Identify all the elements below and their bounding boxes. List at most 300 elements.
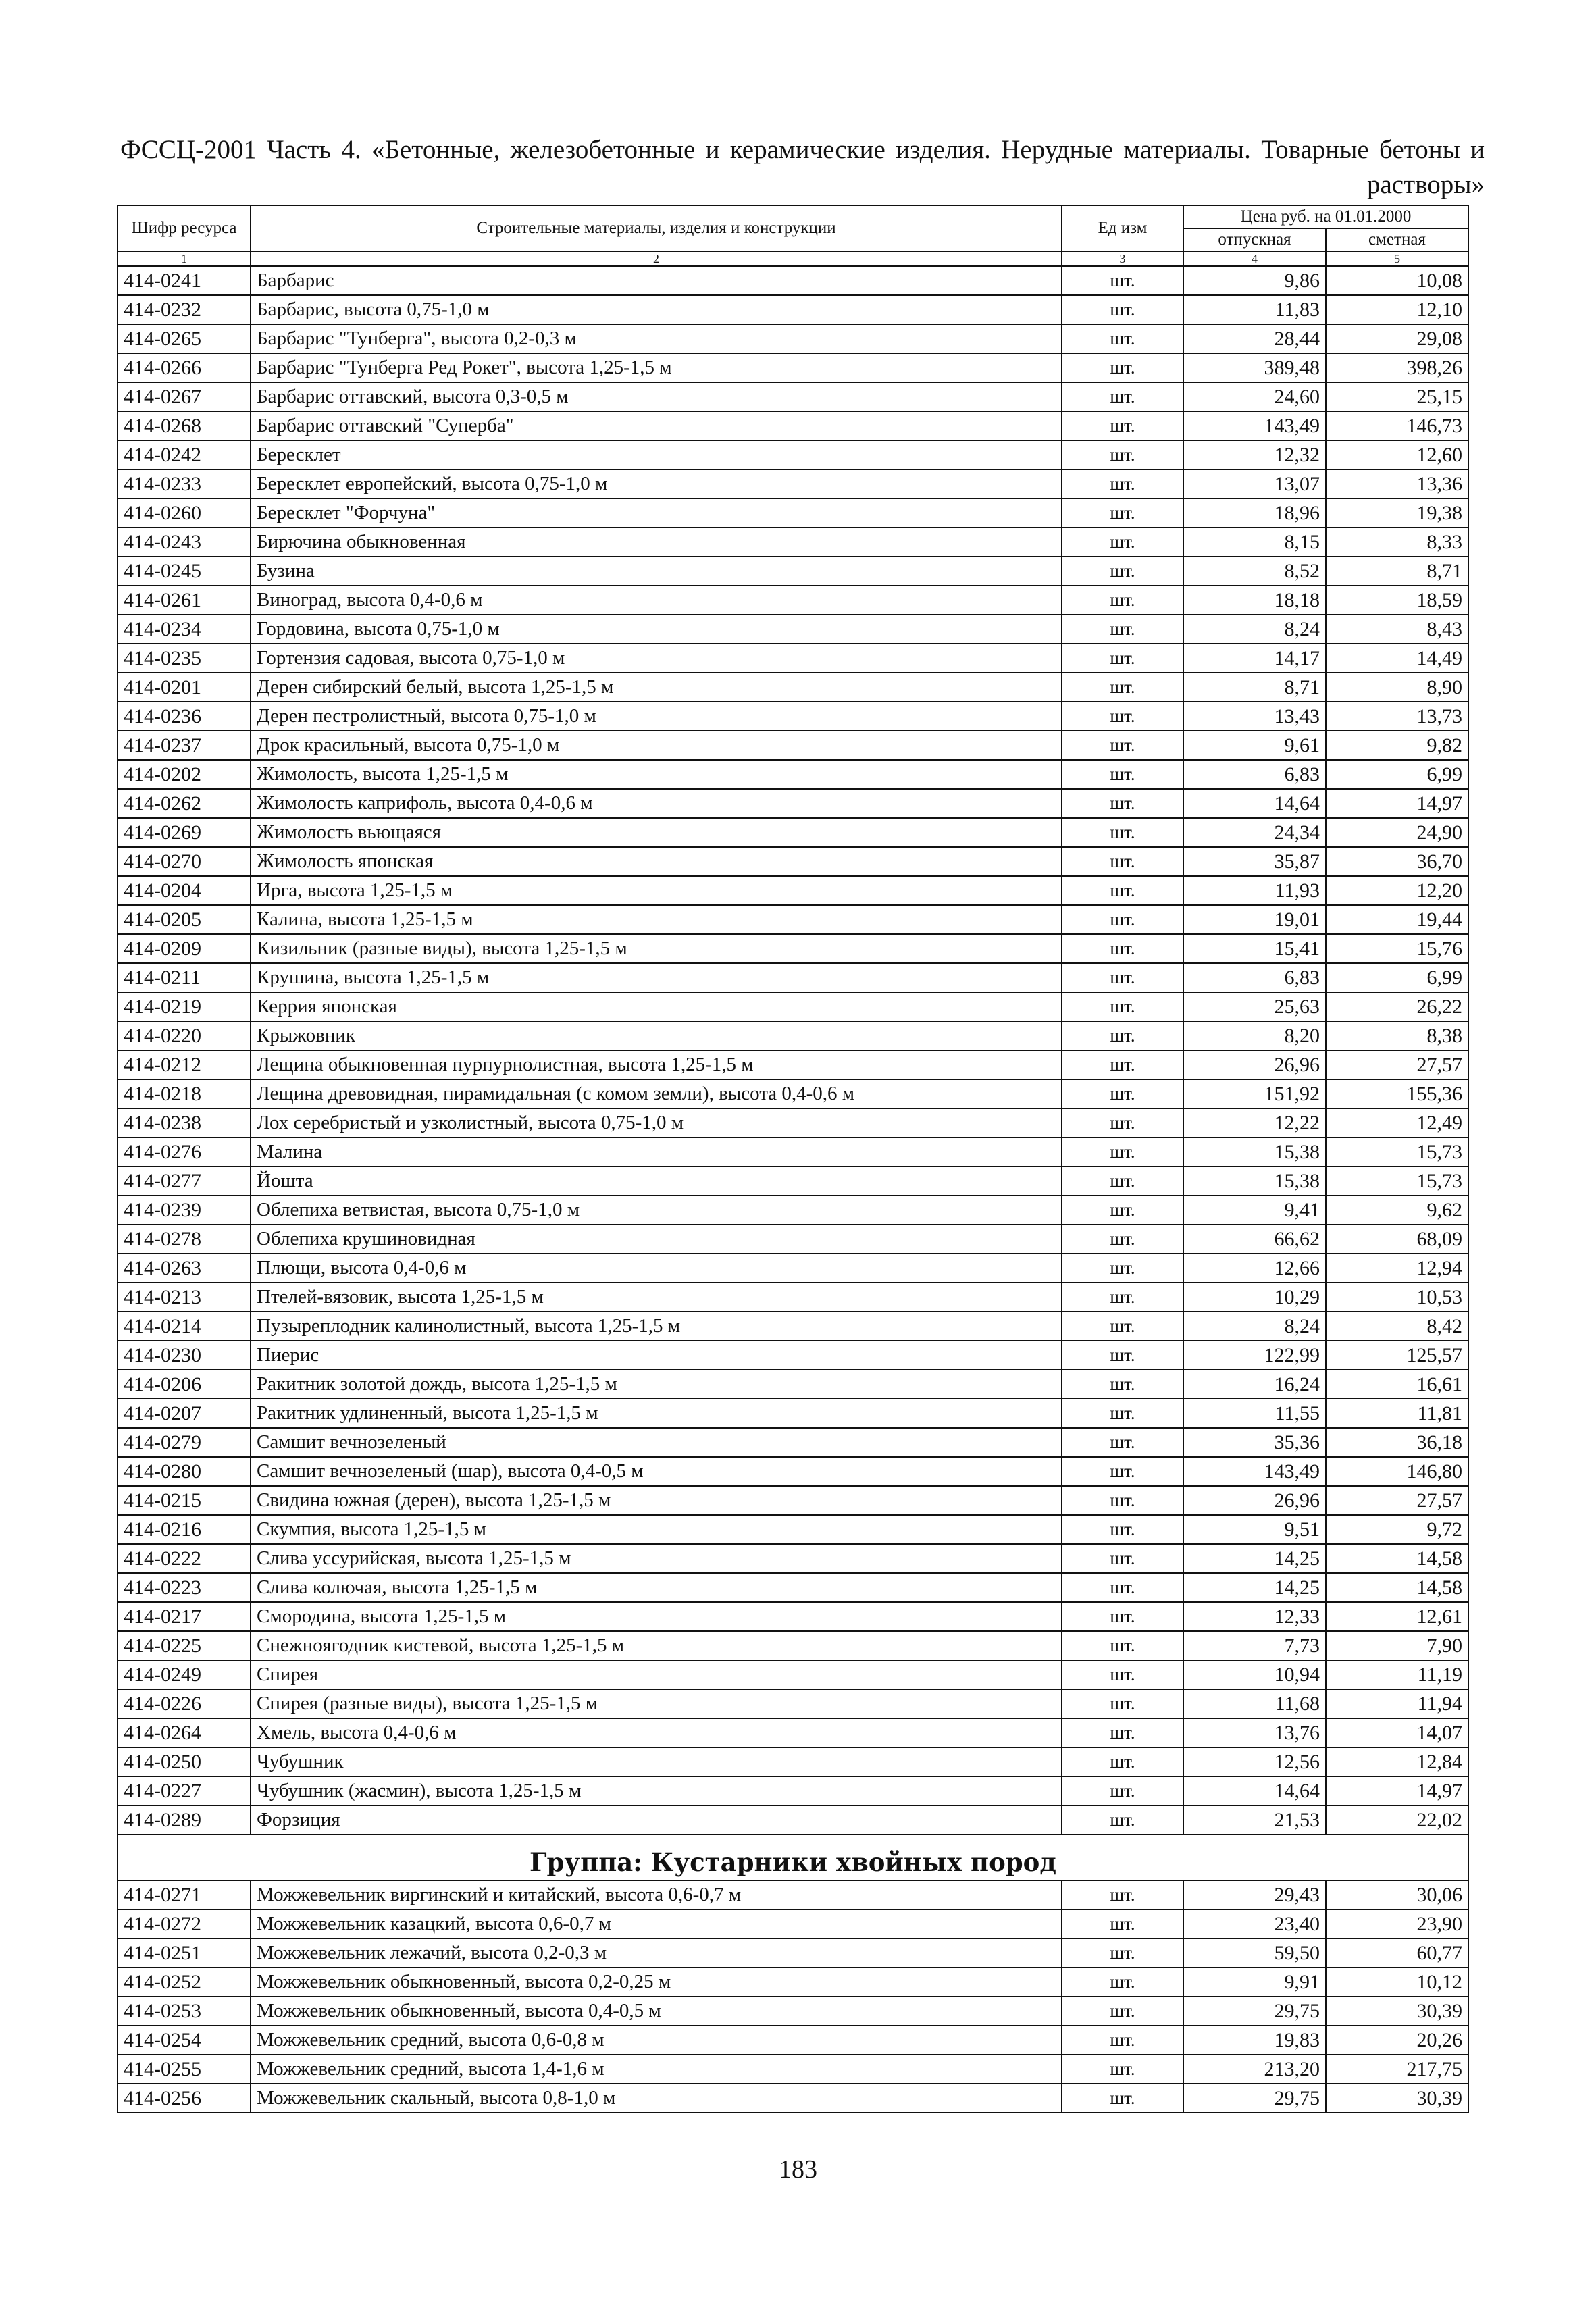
column-number: 1	[118, 251, 251, 266]
material-name: Дерен сибирский белый, высота 1,25-1,5 м	[251, 673, 1062, 702]
resource-code: 414-0206	[118, 1370, 251, 1399]
unit: шт.	[1062, 1544, 1183, 1573]
unit: шт.	[1062, 615, 1183, 644]
resource-code: 414-0289	[118, 1805, 251, 1834]
resource-code: 414-0278	[118, 1225, 251, 1254]
estimate-price: 8,90	[1326, 673, 1468, 702]
release-price: 6,83	[1183, 760, 1326, 789]
unit: шт.	[1062, 789, 1183, 818]
estimate-price: 12,10	[1326, 295, 1468, 324]
resource-code: 414-0212	[118, 1050, 251, 1079]
resource-code: 414-0277	[118, 1166, 251, 1195]
unit: шт.	[1062, 934, 1183, 963]
unit: шт.	[1062, 1805, 1183, 1834]
unit: шт.	[1062, 1718, 1183, 1747]
release-price: 14,17	[1183, 644, 1326, 673]
material-name: Бересклет "Форчуна"	[251, 498, 1062, 528]
material-name: Лещина обыкновенная пурпурнолистная, высота 1,25-1,5 м	[251, 1050, 1062, 1079]
release-price: 10,29	[1183, 1283, 1326, 1312]
resource-code: 414-0269	[118, 818, 251, 847]
estimate-price: 12,61	[1326, 1602, 1468, 1631]
release-price: 389,48	[1183, 353, 1326, 382]
release-price: 18,18	[1183, 586, 1326, 615]
unit: шт.	[1062, 469, 1183, 498]
release-price: 122,99	[1183, 1341, 1326, 1370]
unit: шт.	[1062, 644, 1183, 673]
resource-code: 414-0219	[118, 992, 251, 1021]
resource-code: 414-0230	[118, 1341, 251, 1370]
table-row	[118, 1486, 1468, 1515]
table-row	[118, 1283, 1468, 1312]
estimate-price: 11,81	[1326, 1399, 1468, 1428]
release-price: 26,96	[1183, 1050, 1326, 1079]
resource-code: 414-0209	[118, 934, 251, 963]
resource-code: 414-0223	[118, 1573, 251, 1602]
table-row	[118, 1689, 1468, 1718]
unit: шт.	[1062, 498, 1183, 528]
table-row	[118, 1225, 1468, 1254]
resource-code: 414-0216	[118, 1515, 251, 1544]
material-name: Барбарис оттавский, высота 0,3-0,5 м	[251, 382, 1062, 411]
table-row	[118, 1938, 1468, 1968]
material-name: Ракитник золотой дождь, высота 1,25-1,5 м	[251, 1370, 1062, 1399]
table-row	[118, 963, 1468, 992]
resource-code: 414-0263	[118, 1254, 251, 1283]
material-name: Дерен пестролистный, высота 0,75-1,0 м	[251, 702, 1062, 731]
unit: шт.	[1062, 440, 1183, 469]
table-row	[118, 731, 1468, 760]
material-name: Бересклет европейский, высота 0,75-1,0 м	[251, 469, 1062, 498]
resource-code: 414-0238	[118, 1108, 251, 1137]
estimate-price: 16,61	[1326, 1370, 1468, 1399]
estimate-price: 27,57	[1326, 1486, 1468, 1515]
estimate-price: 11,94	[1326, 1689, 1468, 1718]
estimate-price: 9,72	[1326, 1515, 1468, 1544]
material-name: Можжевельник лежачий, высота 0,2-0,3 м	[251, 1938, 1062, 1968]
estimate-price: 10,53	[1326, 1283, 1468, 1312]
release-price: 23,40	[1183, 1909, 1326, 1938]
release-price: 14,25	[1183, 1544, 1326, 1573]
unit: шт.	[1062, 1254, 1183, 1283]
column-number: 2	[251, 251, 1062, 266]
estimate-price: 217,75	[1326, 2055, 1468, 2084]
estimate-price: 18,59	[1326, 586, 1468, 615]
estimate-price: 24,90	[1326, 818, 1468, 847]
resource-code: 414-0233	[118, 469, 251, 498]
material-name: Можжевельник казацкий, высота 0,6-0,7 м	[251, 1909, 1062, 1938]
material-name: Слива колючая, высота 1,25-1,5 м	[251, 1573, 1062, 1602]
estimate-price: 14,97	[1326, 1776, 1468, 1805]
release-price: 8,15	[1183, 528, 1326, 557]
resource-code: 414-0249	[118, 1660, 251, 1689]
resource-code: 414-0260	[118, 498, 251, 528]
unit: шт.	[1062, 1880, 1183, 1909]
resource-code: 414-0262	[118, 789, 251, 818]
estimate-price: 23,90	[1326, 1909, 1468, 1938]
estimate-price: 30,39	[1326, 1997, 1468, 2026]
material-name: Спирея (разные виды), высота 1,25-1,5 м	[251, 1689, 1062, 1718]
header-code: Шифр ресурса	[118, 205, 251, 251]
estimate-price: 8,42	[1326, 1312, 1468, 1341]
resource-code: 414-0241	[118, 266, 251, 295]
material-name: Облепиха ветвистая, высота 0,75-1,0 м	[251, 1195, 1062, 1225]
resource-code: 414-0272	[118, 1909, 251, 1938]
table-row	[118, 1254, 1468, 1283]
estimate-price: 30,06	[1326, 1880, 1468, 1909]
estimate-price: 19,38	[1326, 498, 1468, 528]
unit: шт.	[1062, 1021, 1183, 1050]
table-row	[118, 1805, 1468, 1834]
resource-code: 414-0205	[118, 905, 251, 934]
unit: шт.	[1062, 1631, 1183, 1660]
material-name: Крыжовник	[251, 1021, 1062, 1050]
unit: шт.	[1062, 382, 1183, 411]
estimate-price: 12,94	[1326, 1254, 1468, 1283]
resource-code: 414-0232	[118, 295, 251, 324]
table-row	[118, 382, 1468, 411]
table-row	[118, 1399, 1468, 1428]
resource-code: 414-0250	[118, 1747, 251, 1776]
material-name: Жимолость, высота 1,25-1,5 м	[251, 760, 1062, 789]
unit: шт.	[1062, 1108, 1183, 1137]
estimate-price: 6,99	[1326, 963, 1468, 992]
material-name: Виноград, высота 0,4-0,6 м	[251, 586, 1062, 615]
release-price: 66,62	[1183, 1225, 1326, 1254]
release-price: 15,41	[1183, 934, 1326, 963]
unit: шт.	[1062, 731, 1183, 760]
release-price: 7,73	[1183, 1631, 1326, 1660]
estimate-price: 13,73	[1326, 702, 1468, 731]
release-price: 12,66	[1183, 1254, 1326, 1283]
release-price: 9,51	[1183, 1515, 1326, 1544]
material-name: Жимолость каприфоль, высота 0,4-0,6 м	[251, 789, 1062, 818]
unit: шт.	[1062, 905, 1183, 934]
table-row	[118, 1968, 1468, 1997]
estimate-price: 25,15	[1326, 382, 1468, 411]
material-name: Снежноягодник кистевой, высота 1,25-1,5 м	[251, 1631, 1062, 1660]
resource-code: 414-0253	[118, 1997, 251, 2026]
material-name: Йошта	[251, 1166, 1062, 1195]
release-price: 14,25	[1183, 1573, 1326, 1602]
table-row	[118, 1660, 1468, 1689]
release-price: 10,94	[1183, 1660, 1326, 1689]
release-price: 151,92	[1183, 1079, 1326, 1108]
release-price: 9,41	[1183, 1195, 1326, 1225]
resource-code: 414-0211	[118, 963, 251, 992]
table-row	[118, 1909, 1468, 1938]
material-name: Хмель, высота 0,4-0,6 м	[251, 1718, 1062, 1747]
unit: шт.	[1062, 353, 1183, 382]
estimate-price: 6,99	[1326, 760, 1468, 789]
resource-code: 414-0242	[118, 440, 251, 469]
estimate-price: 12,49	[1326, 1108, 1468, 1137]
resource-code: 414-0245	[118, 557, 251, 586]
release-price: 213,20	[1183, 2055, 1326, 2084]
header-estimate: сметная	[1326, 228, 1468, 251]
resource-code: 414-0236	[118, 702, 251, 731]
material-name: Гортензия садовая, высота 0,75-1,0 м	[251, 644, 1062, 673]
release-price: 14,64	[1183, 789, 1326, 818]
resource-code: 414-0217	[118, 1602, 251, 1631]
resource-code: 414-0226	[118, 1689, 251, 1718]
estimate-price: 15,73	[1326, 1137, 1468, 1166]
table-row	[118, 1370, 1468, 1399]
resource-code: 414-0220	[118, 1021, 251, 1050]
unit: шт.	[1062, 1515, 1183, 1544]
table-row	[118, 992, 1468, 1021]
material-name: Дрок красильный, высота 0,75-1,0 м	[251, 731, 1062, 760]
table-row	[118, 1457, 1468, 1486]
table-row	[118, 615, 1468, 644]
release-price: 18,96	[1183, 498, 1326, 528]
price-table	[117, 205, 1469, 2113]
table-row	[118, 1776, 1468, 1805]
material-name: Бирючина обыкновенная	[251, 528, 1062, 557]
release-price: 143,49	[1183, 411, 1326, 440]
resource-code: 414-0271	[118, 1880, 251, 1909]
unit: шт.	[1062, 1195, 1183, 1225]
estimate-price: 8,33	[1326, 528, 1468, 557]
estimate-price: 10,12	[1326, 1968, 1468, 1997]
table-row	[118, 760, 1468, 789]
table-row	[118, 644, 1468, 673]
table-row	[118, 324, 1468, 353]
material-name: Свидина южная (дерен), высота 1,25-1,5 м	[251, 1486, 1062, 1515]
unit: шт.	[1062, 586, 1183, 615]
material-name: Жимолость японская	[251, 847, 1062, 876]
unit: шт.	[1062, 1079, 1183, 1108]
table-row	[118, 353, 1468, 382]
table-row	[118, 295, 1468, 324]
material-name: Можжевельник скальный, высота 0,8-1,0 м	[251, 2084, 1062, 2113]
release-price: 11,83	[1183, 295, 1326, 324]
estimate-price: 29,08	[1326, 324, 1468, 353]
unit: шт.	[1062, 1137, 1183, 1166]
estimate-price: 125,57	[1326, 1341, 1468, 1370]
release-price: 12,56	[1183, 1747, 1326, 1776]
material-name: Смородина, высота 1,25-1,5 м	[251, 1602, 1062, 1631]
release-price: 25,63	[1183, 992, 1326, 1021]
resource-code: 414-0239	[118, 1195, 251, 1225]
header-unit: Ед изм	[1062, 205, 1183, 251]
resource-code: 414-0279	[118, 1428, 251, 1457]
release-price: 12,22	[1183, 1108, 1326, 1137]
header-name: Строительные материалы, изделия и конструкции	[251, 205, 1062, 251]
estimate-price: 15,73	[1326, 1166, 1468, 1195]
unit: шт.	[1062, 2055, 1183, 2084]
table-row	[118, 1997, 1468, 2026]
unit: шт.	[1062, 1660, 1183, 1689]
material-name: Лох серебристый и узколистный, высота 0,75-1,0 м	[251, 1108, 1062, 1137]
table-row	[118, 1747, 1468, 1776]
unit: шт.	[1062, 2026, 1183, 2055]
material-name: Плющи, высота 0,4-0,6 м	[251, 1254, 1062, 1283]
unit: шт.	[1062, 557, 1183, 586]
unit: шт.	[1062, 1312, 1183, 1341]
page-number: 183	[779, 2155, 817, 2184]
estimate-price: 68,09	[1326, 1225, 1468, 1254]
estimate-price: 8,71	[1326, 557, 1468, 586]
resource-code: 414-0235	[118, 644, 251, 673]
table-row	[118, 586, 1468, 615]
table-row	[118, 818, 1468, 847]
material-name: Барбарис, высота 0,75-1,0 м	[251, 295, 1062, 324]
table-row	[118, 1718, 1468, 1747]
resource-code: 414-0251	[118, 1938, 251, 1968]
material-name: Чубушник	[251, 1747, 1062, 1776]
material-name: Бересклет	[251, 440, 1062, 469]
estimate-price: 14,58	[1326, 1544, 1468, 1573]
estimate-price: 22,02	[1326, 1805, 1468, 1834]
unit: шт.	[1062, 1573, 1183, 1602]
unit: шт.	[1062, 324, 1183, 353]
estimate-price: 155,36	[1326, 1079, 1468, 1108]
release-price: 13,76	[1183, 1718, 1326, 1747]
estimate-price: 14,97	[1326, 789, 1468, 818]
release-price: 21,53	[1183, 1805, 1326, 1834]
unit: шт.	[1062, 818, 1183, 847]
material-name: Гордовина, высота 0,75-1,0 м	[251, 615, 1062, 644]
resource-code: 414-0218	[118, 1079, 251, 1108]
resource-code: 414-0280	[118, 1457, 251, 1486]
unit: шт.	[1062, 1909, 1183, 1938]
estimate-price: 26,22	[1326, 992, 1468, 1021]
release-price: 8,71	[1183, 673, 1326, 702]
release-price: 14,64	[1183, 1776, 1326, 1805]
material-name: Лещина древовидная, пирамидальная (с комом земли), высота 0,4-0,6 м	[251, 1079, 1062, 1108]
estimate-price: 10,08	[1326, 266, 1468, 295]
table-row	[118, 1544, 1468, 1573]
release-price: 8,24	[1183, 1312, 1326, 1341]
unit: шт.	[1062, 1747, 1183, 1776]
resource-code: 414-0204	[118, 876, 251, 905]
estimate-price: 8,38	[1326, 1021, 1468, 1050]
material-name: Ирга, высота 1,25-1,5 м	[251, 876, 1062, 905]
material-name: Ракитник удлиненный, высота 1,25-1,5 м	[251, 1399, 1062, 1428]
table-row	[118, 905, 1468, 934]
estimate-price: 14,58	[1326, 1573, 1468, 1602]
page-title: ФССЦ-2001 Часть 4. «Бетонные, железобетонные и керамические изделия. Нерудные материалы. Товарные бетоны и растворы»	[120, 135, 1485, 199]
resource-code: 414-0266	[118, 353, 251, 382]
unit: шт.	[1062, 1997, 1183, 2026]
material-name: Самшит вечнозеленый	[251, 1428, 1062, 1457]
unit: шт.	[1062, 1166, 1183, 1195]
estimate-price: 19,44	[1326, 905, 1468, 934]
material-name: Птелей-вязовик, высота 1,25-1,5 м	[251, 1283, 1062, 1312]
table-row	[118, 847, 1468, 876]
unit: шт.	[1062, 1968, 1183, 1997]
material-name: Пузыреплодник калинолистный, высота 1,25-1,5 м	[251, 1312, 1062, 1341]
table-row	[118, 1631, 1468, 1660]
unit: шт.	[1062, 1050, 1183, 1079]
release-price: 11,68	[1183, 1689, 1326, 1718]
unit: шт.	[1062, 1486, 1183, 1515]
estimate-price: 146,73	[1326, 411, 1468, 440]
material-name: Можжевельник обыкновенный, высота 0,4-0,5 м	[251, 1997, 1062, 2026]
estimate-price: 60,77	[1326, 1938, 1468, 1968]
table-row	[118, 528, 1468, 557]
material-name: Пиерис	[251, 1341, 1062, 1370]
resource-code: 414-0237	[118, 731, 251, 760]
material-name: Малина	[251, 1137, 1062, 1166]
unit: шт.	[1062, 411, 1183, 440]
unit: шт.	[1062, 1776, 1183, 1805]
unit: шт.	[1062, 1457, 1183, 1486]
table-row	[118, 1428, 1468, 1457]
resource-code: 414-0270	[118, 847, 251, 876]
resource-code: 414-0254	[118, 2026, 251, 2055]
resource-code: 414-0225	[118, 1631, 251, 1660]
material-name: Можжевельник обыкновенный, высота 0,2-0,25 м	[251, 1968, 1062, 1997]
material-name: Слива уссурийская, высота 1,25-1,5 м	[251, 1544, 1062, 1573]
resource-code: 414-0227	[118, 1776, 251, 1805]
table-row	[118, 498, 1468, 528]
estimate-price: 20,26	[1326, 2026, 1468, 2055]
table-row	[118, 1312, 1468, 1341]
header-price: Цена руб. на 01.01.2000	[1183, 205, 1468, 228]
release-price: 29,75	[1183, 1997, 1326, 2026]
table-row	[118, 1341, 1468, 1370]
table-body	[118, 266, 1468, 2113]
table-row	[118, 411, 1468, 440]
material-name: Керрия японская	[251, 992, 1062, 1021]
resource-code: 414-0215	[118, 1486, 251, 1515]
material-name: Барбарис "Тунберга Ред Рокет", высота 1,25-1,5 м	[251, 353, 1062, 382]
material-name: Барбарис оттавский "Суперба"	[251, 411, 1062, 440]
release-price: 9,91	[1183, 1968, 1326, 1997]
estimate-price: 36,70	[1326, 847, 1468, 876]
resource-code: 414-0202	[118, 760, 251, 789]
estimate-price: 13,36	[1326, 469, 1468, 498]
release-price: 13,07	[1183, 469, 1326, 498]
release-price: 59,50	[1183, 1938, 1326, 1968]
table-row	[118, 266, 1468, 295]
estimate-price: 30,39	[1326, 2084, 1468, 2113]
table-row	[118, 789, 1468, 818]
unit: шт.	[1062, 1689, 1183, 1718]
table-row	[118, 702, 1468, 731]
estimate-price: 146,80	[1326, 1457, 1468, 1486]
table-row	[118, 1195, 1468, 1225]
material-name: Можжевельник средний, высота 0,6-0,8 м	[251, 2026, 1062, 2055]
release-price: 24,60	[1183, 382, 1326, 411]
estimate-price: 27,57	[1326, 1050, 1468, 1079]
table-row	[118, 1108, 1468, 1137]
estimate-price: 9,82	[1326, 731, 1468, 760]
release-price: 19,01	[1183, 905, 1326, 934]
table-row	[118, 2055, 1468, 2084]
unit: шт.	[1062, 847, 1183, 876]
release-price: 28,44	[1183, 324, 1326, 353]
table-row	[118, 934, 1468, 963]
table-row	[118, 2084, 1468, 2113]
release-price: 9,61	[1183, 731, 1326, 760]
group-title: Группа: Кустарники хвойных пород	[118, 1834, 1468, 1880]
table-row	[118, 1166, 1468, 1195]
table-row	[118, 1021, 1468, 1050]
material-name: Барбарис	[251, 266, 1062, 295]
estimate-price: 12,20	[1326, 876, 1468, 905]
unit: шт.	[1062, 1428, 1183, 1457]
release-price: 35,36	[1183, 1428, 1326, 1457]
resource-code: 414-0201	[118, 673, 251, 702]
resource-code: 414-0261	[118, 586, 251, 615]
unit: шт.	[1062, 295, 1183, 324]
estimate-price: 12,60	[1326, 440, 1468, 469]
release-price: 24,34	[1183, 818, 1326, 847]
material-name: Жимолость вьющаяся	[251, 818, 1062, 847]
unit: шт.	[1062, 1938, 1183, 1968]
